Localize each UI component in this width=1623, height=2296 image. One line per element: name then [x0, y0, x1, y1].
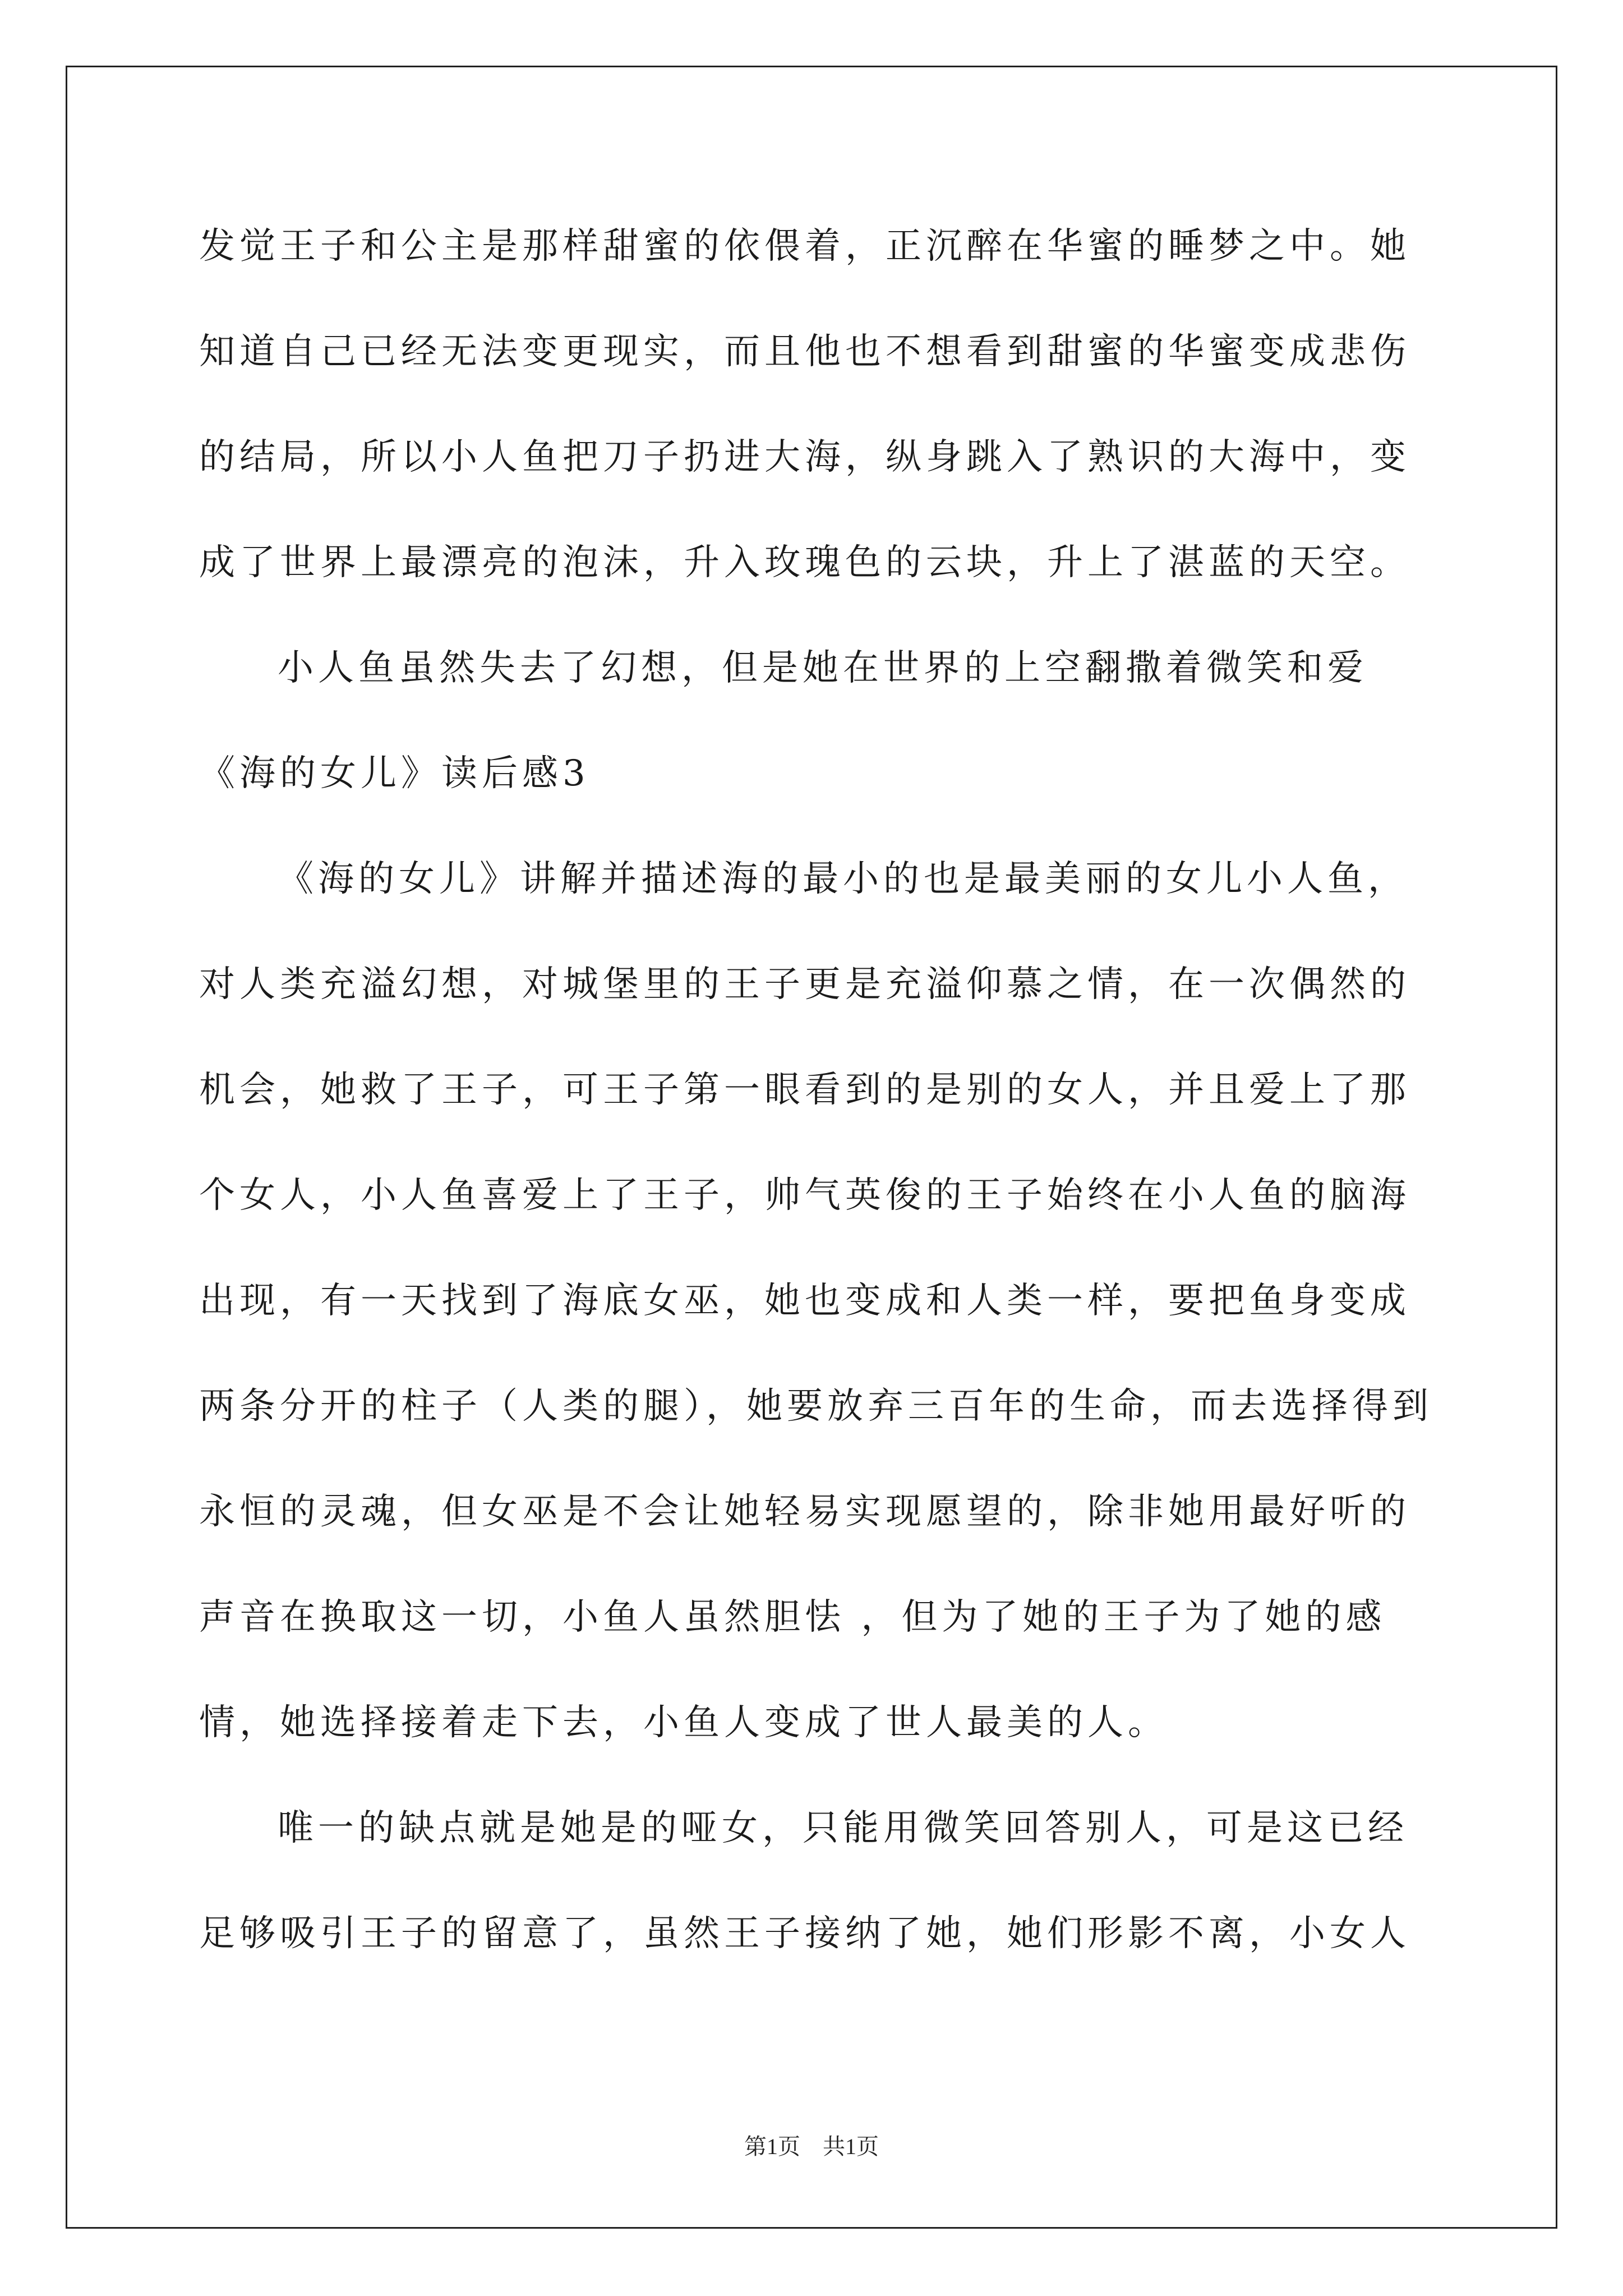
text-line: 的结局，所以小人鱼把刀子扔进大海，纵身跳入了熟识的大海中，变	[199, 436, 1410, 478]
text-line: 两条分开的柱子（人类的腿），她要放弃三百年的生命，而去选择得到	[199, 1386, 1433, 1427]
text-line: 知道自己已经无法变更现实，而且他也不想看到甜蜜的华蜜变成悲伤	[199, 331, 1410, 372]
text-line: 对人类充溢幻想，对城堡里的王子更是充溢仰慕之情，在一次偶然的	[199, 964, 1410, 1005]
text-line: 成了世界上最漂亮的泡沫，升入玫瑰色的云块，升上了湛蓝的天空。	[199, 542, 1410, 583]
text-line: 《海的女儿》讲解并描述海的最小的也是最美丽的女儿小人鱼，	[278, 858, 1408, 900]
text-line: 情，她选择接着走下去，小鱼人变成了世人最美的人。	[199, 1702, 1168, 1743]
page-footer: 第1页 共1页	[744, 2134, 879, 2159]
text-line: 唯一的缺点就是她是的哑女，只能用微笑回答别人，可是这已经	[278, 1807, 1408, 1849]
text-line: 足够吸引王子的留意了，虽然王子接纳了她，她们形影不离，小女人	[199, 1913, 1410, 1954]
text-line: 声音在换取这一切，小鱼人虽然胆怯 ，但为了她的王子为了她的感	[199, 1596, 1386, 1638]
text-line: 发觉王子和公主是那样甜蜜的依偎着，正沉醉在华蜜的睡梦之中。她	[199, 226, 1410, 267]
document-body	[199, 194, 1433, 1986]
text-line: 小人鱼虽然失去了幻想，但是她在世界的上空翻撒着微笑和爱	[278, 647, 1368, 689]
section-heading: 《海的女儿》读后感3	[199, 753, 590, 794]
text-line: 永恒的灵魂，但女巫是不会让她轻易实现愿望的，除非她用最好听的	[199, 1491, 1410, 1533]
text-line: 机会，她救了王子，可王子第一眼看到的是别的女人，并且爱上了那	[199, 1069, 1410, 1111]
text-line: 出现，有一天找到了海底女巫，她也变成和人类一样，要把鱼身变成	[199, 1280, 1410, 1322]
text-line: 个女人，小人鱼喜爱上了王子，帅气英俊的王子始终在小人鱼的脑海	[199, 1175, 1410, 1216]
